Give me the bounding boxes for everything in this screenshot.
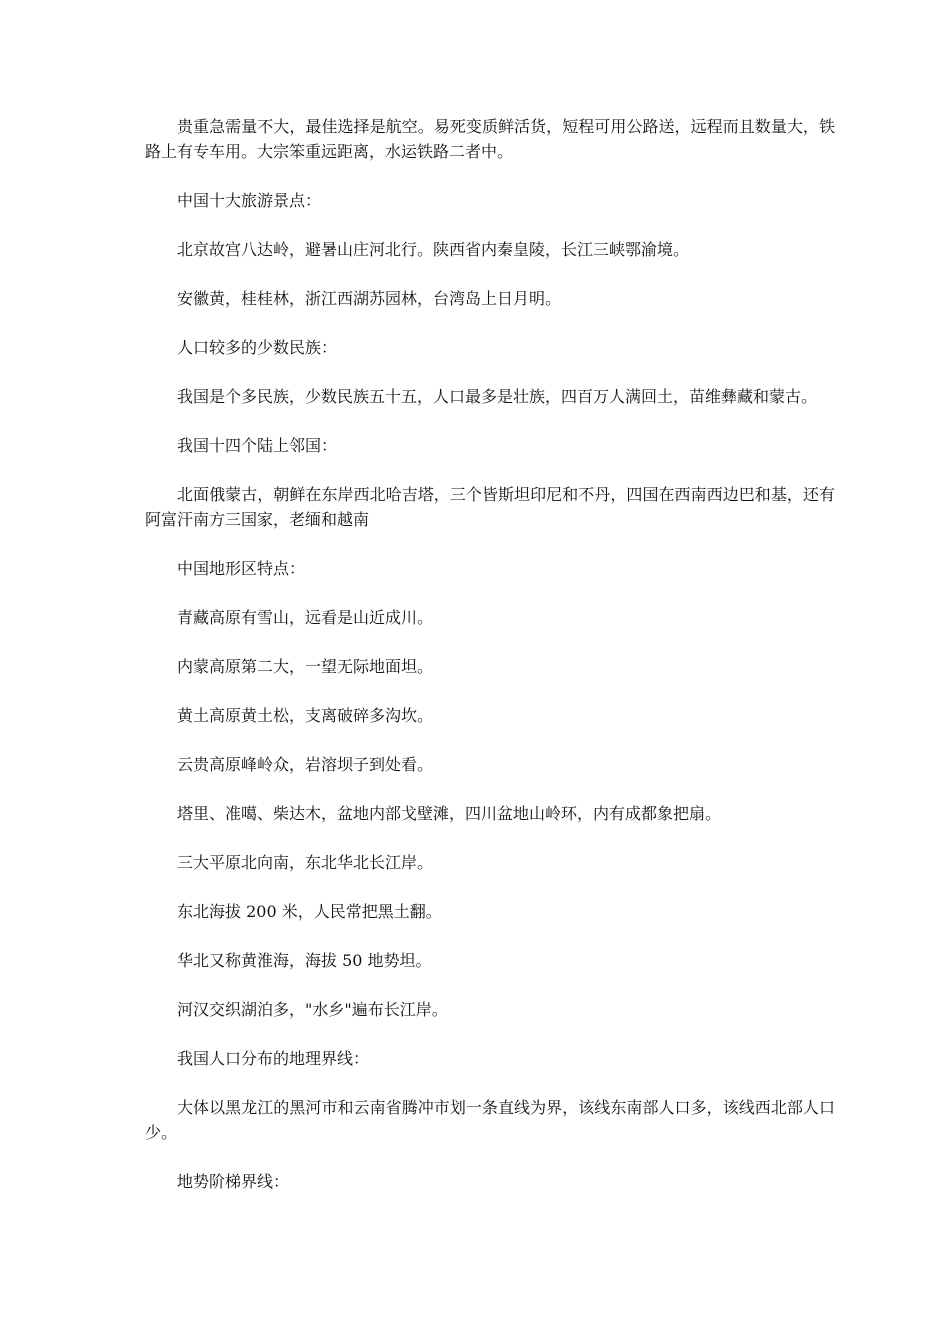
heading-ethnic-minorities: 人口较多的少数民族： [177, 338, 338, 357]
paragraph-yunnan-guizhou: 云贵高原峰岭众，岩溶坝子到处看。 [177, 755, 434, 774]
paragraph-yangtze-plain: 河汉交织湖泊多，"水乡"遍布长江岸。 [177, 1000, 448, 1019]
paragraph-scenic-spots-1: 北京故宫八达岭，避暑山庄河北行。陕西省内秦皇陵，长江三峡鄂渝境。 [177, 240, 690, 259]
heading-top-ten-scenic-spots: 中国十大旅游景点： [177, 191, 322, 210]
paragraph-qinghai-tibet: 青藏高原有雪山，远看是山近成川。 [177, 608, 434, 627]
paragraph-scenic-spots-2: 安徽黄，桂桂林，浙江西湖苏园林，台湾岛上日月明。 [177, 289, 562, 308]
heading-terrain-regions: 中国地形区特点： [177, 559, 306, 578]
paragraph-population-boundary: 大体以黑龙江的黑河市和云南省腾冲市划一条直线为界，该线东南部人口多，该线西北部人口少。 [145, 1098, 835, 1142]
paragraph-loess-plateau: 黄土高原黄土松，支离破碎多沟坎。 [177, 706, 434, 725]
paragraph-three-plains: 三大平原北向南，东北华北长江岸。 [177, 853, 434, 872]
document-body [145, 114, 835, 1218]
paragraph-northeast-plain: 东北海拔 200 米，人民常把黑土翻。 [177, 902, 442, 921]
heading-land-neighbors: 我国十四个陆上邻国： [177, 436, 338, 455]
paragraph-land-neighbors: 北面俄蒙古，朝鲜在东岸西北哈吉塔，三个皆斯坦印尼和不丹，四国在西南西边巴和基，还有阿富汗南方三国家，老缅和越南 [145, 485, 835, 529]
paragraph-inner-mongolia: 内蒙高原第二大，一望无际地面坦。 [177, 657, 434, 676]
paragraph-north-china-plain: 华北又称黄淮海，海拔 50 地势坦。 [177, 951, 432, 970]
paragraph-ethnic-minorities: 我国是个多民族，少数民族五十五，人口最多是壮族，四百万人满回土，苗维彝藏和蒙古。 [177, 387, 818, 406]
heading-terrain-steps-boundary: 地势阶梯界线： [177, 1172, 290, 1191]
paragraph-transport-choice: 贵重急需量不大，最佳选择是航空。易死变质鲜活货，短程可用公路送，远程而且数量大，铁路上有专车用。大宗笨重远距离，水运铁路二者中。 [145, 117, 835, 161]
paragraph-basins: 塔里、准噶、柴达木，盆地内部戈壁滩，四川盆地山岭环，内有成都象把扇。 [177, 804, 722, 823]
heading-population-boundary: 我国人口分布的地理界线： [177, 1049, 370, 1068]
